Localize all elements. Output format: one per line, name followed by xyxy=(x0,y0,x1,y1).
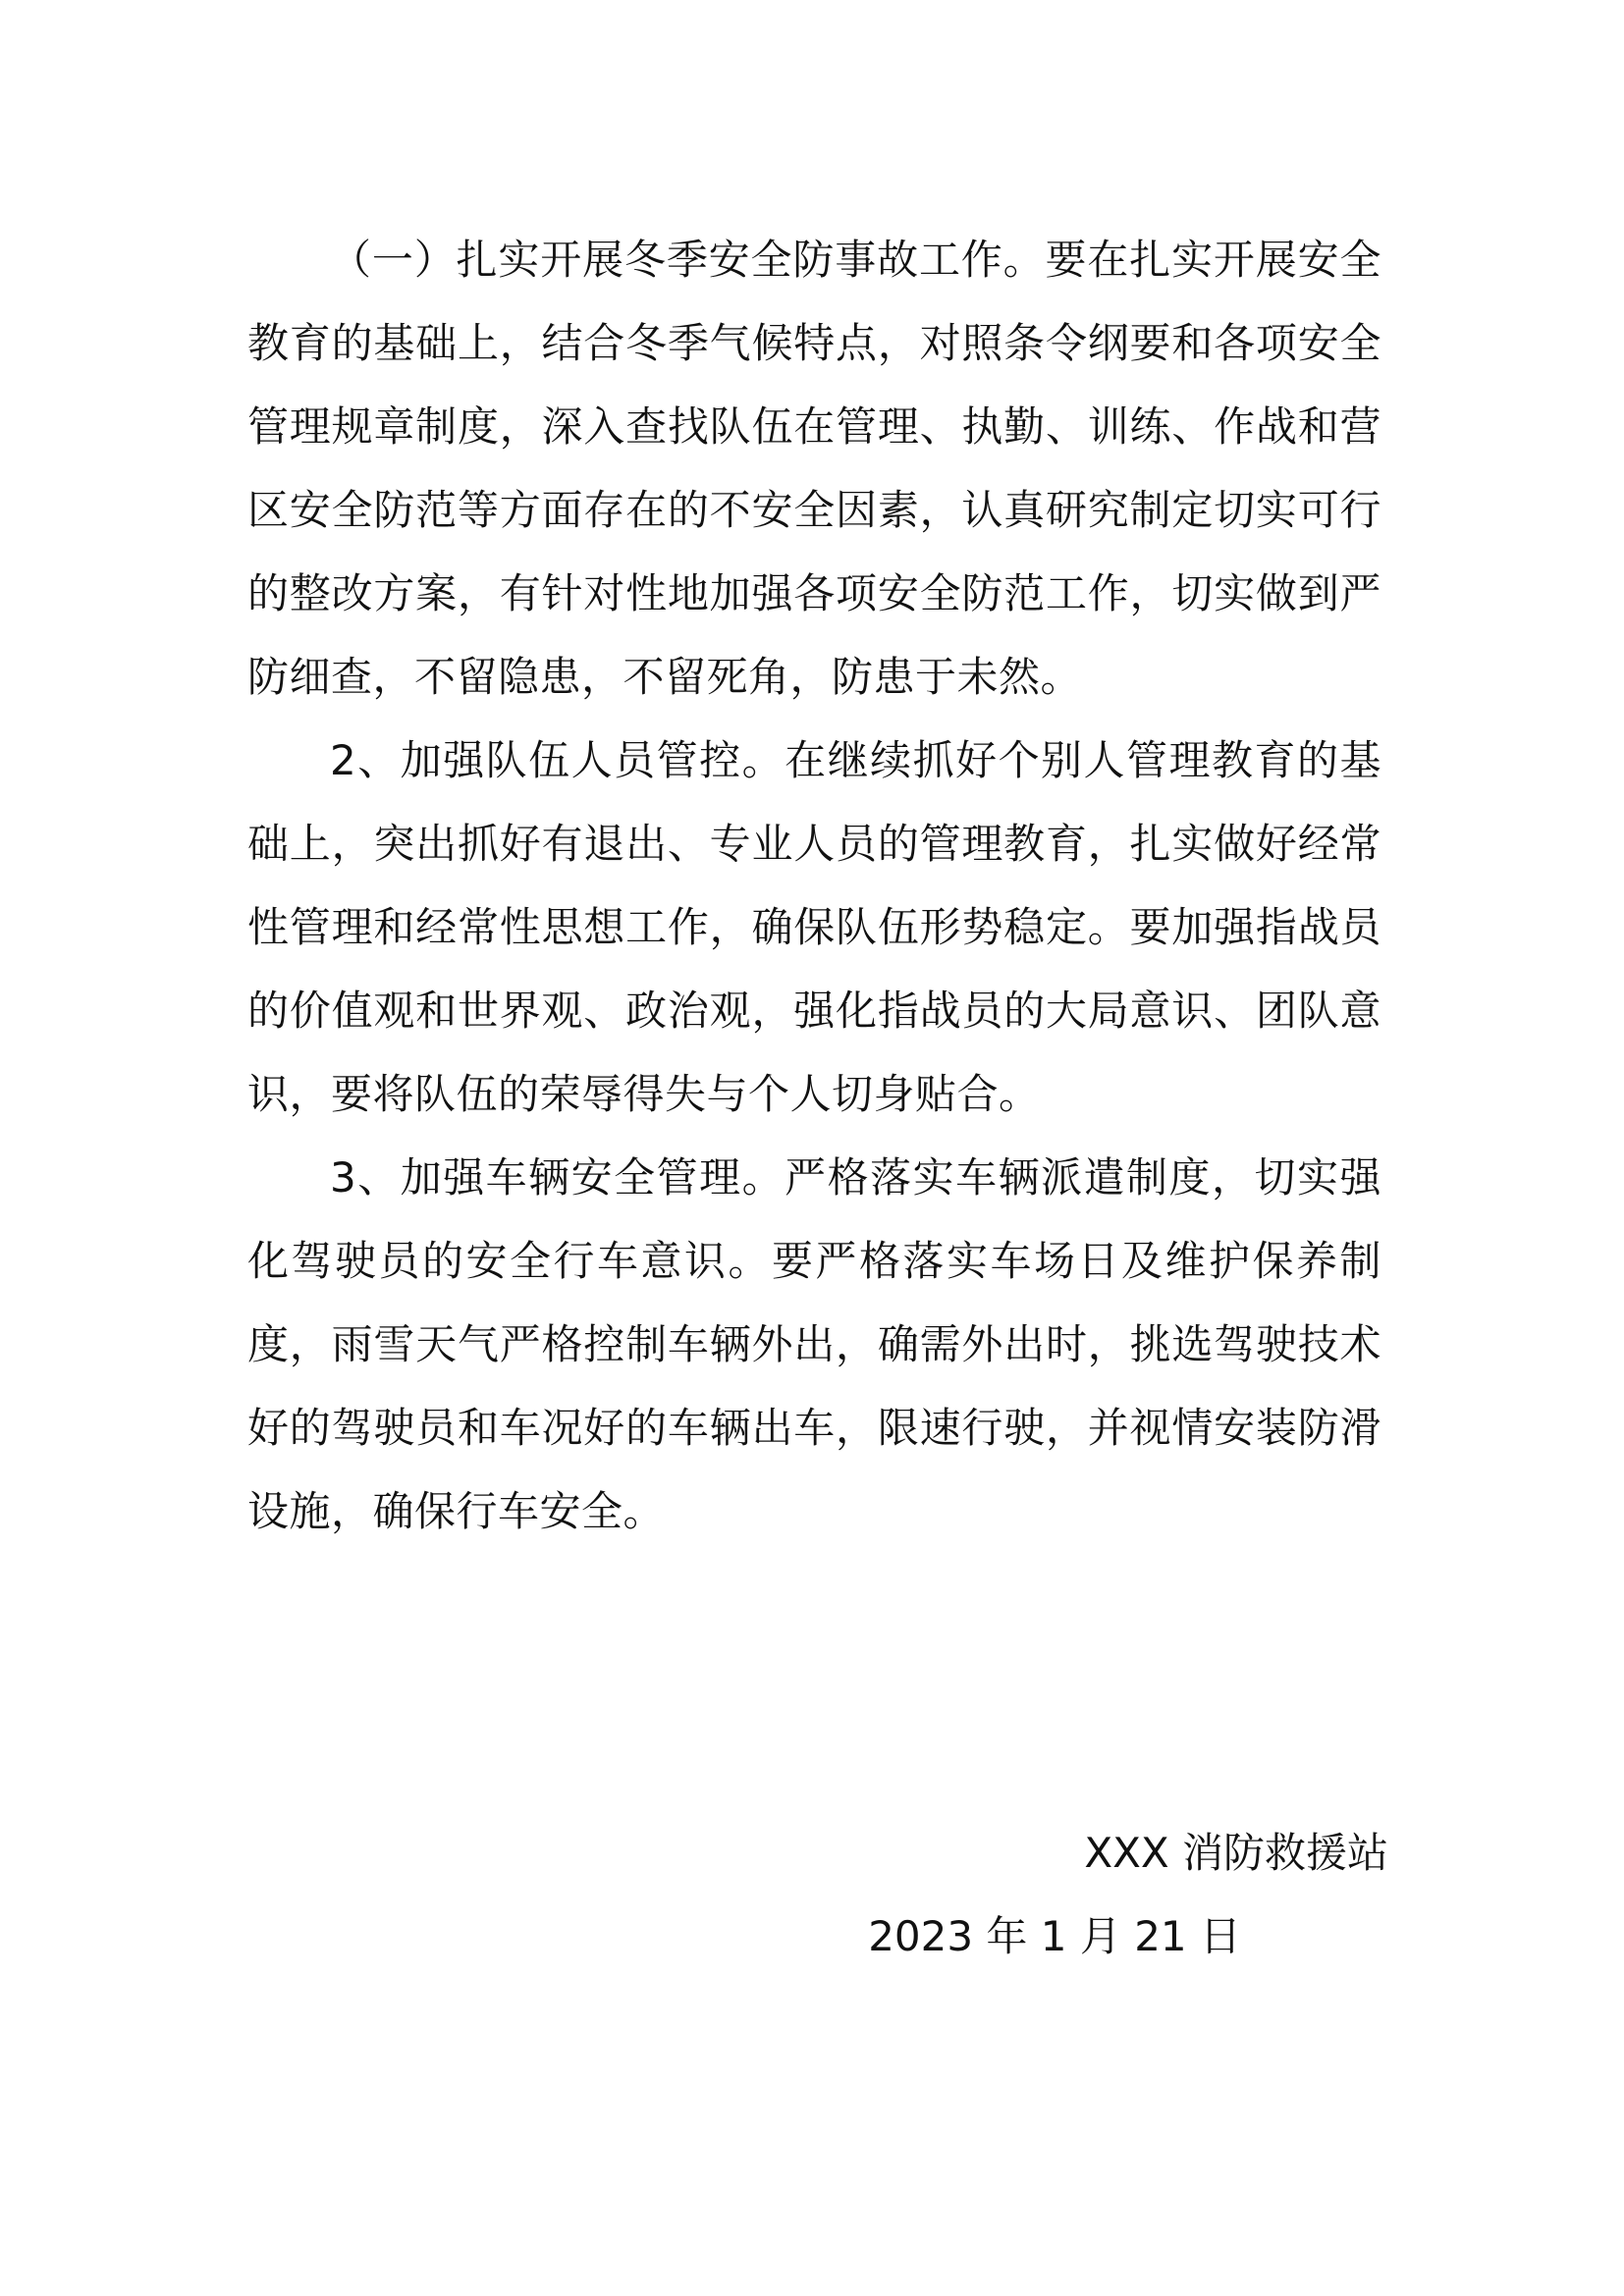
signature-organization: XXX 消防救援站 xyxy=(1084,1829,1388,1877)
paragraph-winter-safety: （一）扎实开展冬季安全防事故工作。要在扎实开展安全教育的基础上，结合冬季气候特点，对照条令纲要和各项安全管理规章制度，深入查找队伍在管理、执勤、训练、作战和营区安全防范等方面存在的不安全因素，认真研究制定切实可行的整改方案，有针对性地加强各项安全防范工作，切实做到严防细查，不留隐患，不留死角，防患于未然。 xyxy=(247,236,1381,701)
signature-block xyxy=(868,1811,1388,1978)
paragraph-vehicle-safety: 3、加强车辆安全管理。严格落实车辆派遣制度，切实强化驾驶员的安全行车意识。要严格落实车场日及维护保养制度，雨雪天气严格控制车辆外出，确需外出时，挑选驾驶技术好的驾驶员和车况好的车辆出车，限速行驶，并视情安装防滑设施，确保行车安全。 xyxy=(247,1153,1381,1535)
document-body xyxy=(247,218,1381,1553)
signature-date: 2023 年 1 月 21 日 xyxy=(868,1912,1241,1960)
paragraph-personnel-control: 2、加强队伍人员管控。在继续抓好个别人管理教育的基础上，突出抓好有退出、专业人员的管理教育，扎实做好经常性管理和经常性思想工作，确保队伍形势稳定。要加强指战员的价值观和世界观、政治观，强化指战员的大局意识、团队意识，要将队伍的荣辱得失与个人切身贴合。 xyxy=(247,736,1381,1118)
